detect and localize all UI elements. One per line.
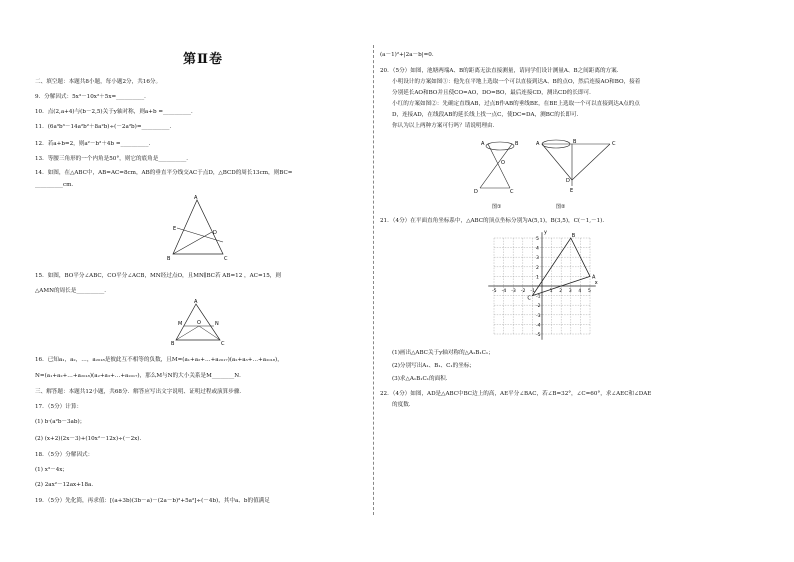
question-21-part3: (3)求△A₁B₁C₁的面积． (392, 376, 452, 382)
y-tick-label: 3 (536, 256, 539, 262)
question-11: 11．(6a³b³－14a²b²＋8a²b)÷(－2a²b)=__________． (35, 124, 176, 130)
question-22-line1: 22．（4分）如图，AD是△ABC中BC边上的高，AE平分∠BAC，若∠B=32°，∠C=60°，求∠AEC和∠DAE (380, 391, 652, 397)
label-c-15: C (221, 341, 225, 346)
figure-q20-scheme1 (470, 136, 532, 214)
question-15-line1: 15．如图，BO平分∠ABC，CO平分∠ACB，MN经过点O，且MN∥BC若 AB=12 ，AC=15，则 (35, 273, 281, 279)
y-tick-label: -3 (536, 313, 541, 319)
question-16-line2: N=(a₁+a₂+…+a₂₀₁₈)(a₂+a₃+…+a₂₀₁₇)，那么M与N的大小关系是M________N． (35, 373, 245, 379)
label-o-15: O (197, 320, 201, 326)
label-a-15: A (194, 299, 198, 305)
label-o-fig1: O (501, 160, 505, 166)
segment-bo (176, 326, 199, 340)
x-tick-label: 3 (568, 289, 572, 294)
x-tick-label: 5 (588, 289, 591, 294)
label-c: C (224, 256, 228, 262)
label-a: A (194, 195, 198, 201)
label-n-15: N (215, 321, 219, 327)
question-18-part2: (2) 2ax²－12ax+18a． (35, 482, 97, 488)
caption-fig2: 图② (556, 204, 566, 210)
question-17: 17．（5分）计算： (35, 404, 83, 410)
segment-co (199, 326, 220, 340)
y-tick-label: -2 (536, 304, 541, 310)
label-e-fig2: E (570, 188, 574, 194)
question-21-part2: (2)分别写出A₁、B₁、C₁的坐标； (392, 363, 476, 369)
x-tick-label: 4 (578, 289, 582, 294)
y-tick-label: 1 (536, 275, 539, 281)
segment-cd-2 (572, 144, 610, 180)
question-10: 10．点(2,a+4)与(b－2,5)关于y轴对称，则a+b =__________． (35, 109, 197, 115)
x-tick-label: 1 (549, 289, 553, 294)
column-divider (373, 45, 374, 515)
label-b-fig1: B (515, 141, 519, 147)
page-title: 第Ⅱ卷 (183, 52, 223, 67)
figure-q20-scheme2 (534, 136, 620, 214)
question-19-condition: (a－1)²+|2a－b|=0． (380, 52, 438, 58)
question-20-line1: 20．（5分）如图，池塘两端A、B的距离无法直接测量，请同学们设计测量A、B之间距离的方案． (380, 68, 623, 74)
question-18-part1: (1) x³－4x； (35, 467, 68, 473)
label-c-fig2: C (612, 141, 616, 147)
label-a-grid: A (592, 274, 596, 281)
x-tick-label: -5 (492, 289, 497, 294)
question-18: 18．（5分）分解因式： (35, 452, 94, 458)
segment-ad (542, 144, 572, 180)
label-b-grid: B (571, 233, 576, 239)
question-19: 19．（5分）先化简，再求值：[(a+3b)(3b－a)－(2a－b)²+5a²]÷(－4b)，其中a、b的值满足 (35, 498, 270, 504)
label-a-fig2: A (536, 141, 540, 147)
triangle-abc (173, 200, 223, 254)
coordinate-grid-q21 (486, 230, 598, 342)
x-tick-label: -3 (511, 289, 516, 294)
x-tick-label: -1 (530, 289, 535, 294)
x-tick-label: -4 (501, 289, 507, 294)
y-tick-label: 5 (536, 237, 539, 242)
label-c-fig1: C (510, 189, 514, 195)
question-14-line2: __________cm． (35, 182, 77, 188)
question-20-line6: 你认为以上两种方案可行吗？请说明理由． (392, 123, 499, 129)
label-b-15: B (171, 341, 175, 346)
question-16-line1: 16．已知a₁，a₂，…，a₂₀₁₈是彼此互不相等的负数，且M=(a₁+a₂+…+a₂₀₁₇)(a₂+a₃+…+a₂₀₁₈)， (35, 357, 283, 363)
label-b: B (167, 256, 171, 262)
y-tick-label: -1 (536, 294, 541, 300)
question-21-part1: (1)画出△ABC关于y轴对称的△A₁B₁C₁； (392, 350, 494, 356)
y-tick-label: -5 (536, 333, 541, 338)
segment-ao-c (488, 144, 510, 188)
question-20-line4: 小红的方案如图②：先确定直线AB，过点B作AB的垂线BE，在BE上选取一个可以直接到达A点的点 (392, 101, 640, 107)
question-20-line2: 小明设计的方案如图①：他先在平地上选取一个可以直接到达A、B的点O，然后连接AO和BO，接着 (392, 79, 641, 85)
y-axis-label: y (544, 230, 547, 236)
question-20-line3: 分别延长AO和BO并且使CO=AO，DO=BO，最后连接CD，测出CD的长即可． (392, 90, 595, 96)
question-21: 21．（4分）在平面直角坐标系中，△ABC的顶点坐标分别为A(5,1)，B(3,5)，C(－1,－1)． (380, 218, 608, 224)
question-13: 13．等腰三角形的一个内角是50°，则它的底角是__________． (35, 156, 192, 162)
label-d: D (213, 230, 217, 236)
segment-bd (173, 232, 212, 254)
section3-header: 三、解答题：本题共12小题，共68分．解答应写出文字说明、证明过程或演算步骤． (35, 389, 246, 395)
question-14-line1: 14．如图，在△ABC中，AB=AC=8cm，AB的垂直平分线交AC于点D，△BCD的周长13cm，则BC= (35, 170, 293, 176)
question-17-part1: (1) b·(a²b－3ab)； (35, 419, 86, 425)
label-d-fig1: D (474, 189, 478, 195)
x-tick-label: 2 (559, 289, 563, 294)
figure-q15 (170, 298, 230, 346)
question-9: 9．分解因式：5x³－10x²＋5x=__________． (35, 94, 150, 100)
label-a-fig1: A (481, 141, 485, 147)
y-tick-label: 4 (536, 246, 539, 252)
label-e: E (173, 226, 177, 232)
question-22-line2: 的度数． (392, 402, 415, 408)
x-tick-label: -2 (520, 289, 526, 294)
x-axis-label: x (594, 280, 598, 286)
question-12: 12．若a+b=2，则a²－b²＋4b =__________． (35, 141, 155, 147)
label-c-grid: C (527, 295, 531, 302)
label-m-15: M (178, 321, 183, 327)
segment-bo-d (480, 144, 512, 188)
caption-fig1: 图① (492, 204, 502, 210)
question-20-line5: D，连接AD，在线段AB的延长线上找一点C，使DC=DA，测BC的长即可． (392, 112, 583, 118)
question-17-part2: (2) (x+2)(2x－3)+(10x²－12x)÷(－2x)． (35, 436, 146, 442)
y-tick-label: 2 (536, 265, 539, 271)
section2-header: 二、填空题：本题共8小题，每小题2分，共16分。 (35, 79, 162, 85)
figure-q14 (165, 192, 235, 264)
y-tick-label: -4 (536, 323, 541, 329)
label-b-fig2: B (573, 139, 577, 145)
question-15-line2: △AMN的周长是__________． (35, 288, 110, 294)
label-d-fig2: D (566, 178, 570, 184)
